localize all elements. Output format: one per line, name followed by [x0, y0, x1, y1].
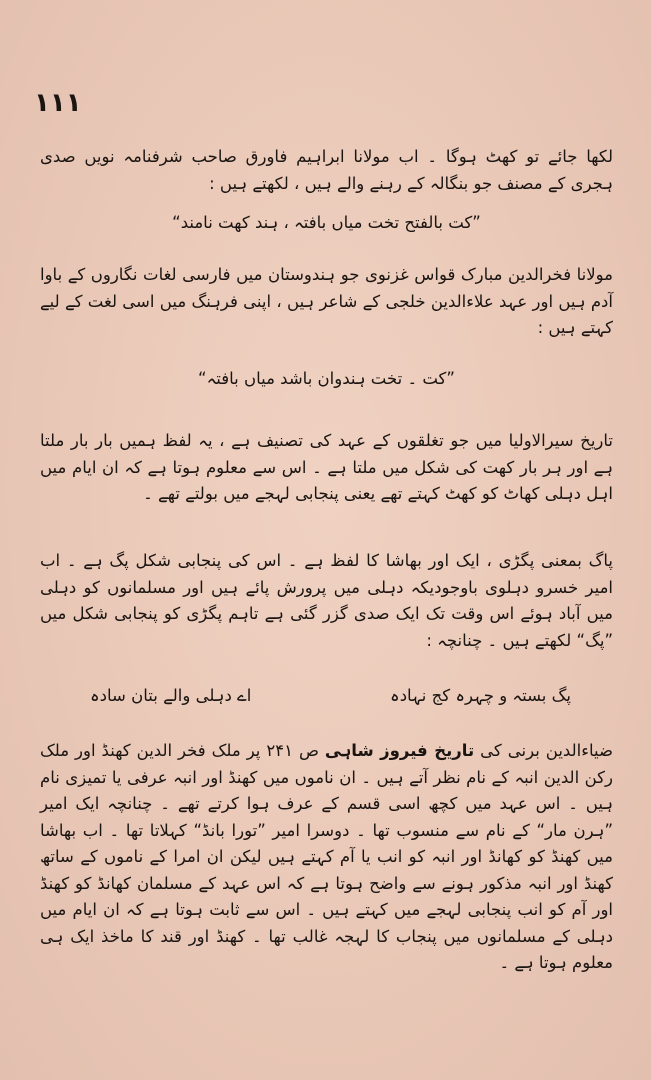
book-title-bold: تاریخ فیروز شاہی — [324, 741, 475, 760]
paragraph-5-rest: ص ۲۴۱ پر ملک فخر الدین کھنڈ اور ملک رکن الدین انبہ کے نام نظر آتے ہیں ۔ ان ناموں میں کھنڈ اور انبہ عرفی یا تمیزی نام ہیں ۔ اس عہد میں کچھ اسی قسم کے عرف ہوا کرتے تھے ۔ چنانچہ ایک امیر ”ہرن مار“ کے نام سے منسوب تھا ۔ دوسرا امیر ”تورا بانڈ“ کہلاتا تھا ۔ اب بھاشا میں کھنڈ کو کھانڈ اور انبہ کو انب یا آم کہتے ہیں لیکن ان امرا کے ناموں کے ساتھ کھنڈ اور انبہ مذکور ہونے سے واضح ہوتا ہے کہ اس عہد کے مسلمان کھانڈ کو کھنڈ اور آم کو انب پنجابی لہجے میں کہتے ہیں ۔ اس سے ثابت ہوتا ہے کہ ان ایام میں دہلی کے مسلمانوں میں پنجاب کا لہجہ غالب تھا ۔ کھنڈ اور قند کا ماخذ ایک ہی معلوم ہوتا ہے ۔ — [40, 741, 613, 972]
verse-right-hemistich: پگ بستہ و چہرہ کج نہادہ — [390, 686, 571, 705]
quote-1: ”کت بالفتح تخت میاں بافتہ ، ہند کھت نامند“ — [172, 213, 481, 232]
paragraph-1 — [40, 144, 613, 197]
paragraph-4 — [40, 548, 613, 654]
paragraph-3 — [40, 428, 613, 508]
paragraph-4-text: پاگ بمعنی پگڑی ، ایک اور بھاشا کا لفظ ہے ۔ اس کی پنجابی شکل پگ ہے ۔ اب امیر خسرو دہلوی باوجودیکہ دہلی میں پرورش پائے ہیں اور مسلمانوں کو دہلی میں آباد ہوئے اس وقت تک ایک صدی گزر گئی ہے تاہم پگڑی کو پنجابی شکل میں ”پگ“ لکھتے ہیں ۔ چنانچہ : — [40, 551, 613, 650]
paragraph-5-text — [40, 738, 613, 977]
verse-left-hemistich: اے دہلی والے بتان سادہ — [90, 686, 252, 705]
quote-2: ”کت ۔ تخت ہندوان باشد میاں بافتہ“ — [198, 369, 455, 388]
paragraph-1-text: لکھا جائے تو کھٹ ہوگا ۔ اب مولانا ابراہیم فاورق صاحب شرفنامہ نویں صدی ہجری کے مصنف جو بنگالہ کے رہنے والے ہیں ، لکھتے ہیں : — [40, 147, 613, 193]
paragraph-5 — [40, 738, 613, 977]
paragraph-3-text: تاریخ سیرالاولیا میں جو تغلقوں کے عہد کی تصنیف ہے ، یہ لفظ ہمیں بار بار ملتا ہے اور ہر بار کھت کی شکل میں ملتا ہے ۔ اس سے معلوم ہوتا ہے کہ ان ایام میں اہل دہلی کھاٹ کو کھٹ کہتے تھے یعنی پنجابی لہجے میں بولتے تھے ۔ — [40, 431, 613, 503]
paragraph-2-text: مولانا فخرالدین مبارک قواس غزنوی جو ہندوستان میں فارسی لغات نگاروں کے باوا آدم ہیں اور عہد علاءالدین خلجی کے شاعر ہیں ، اپنی فرہنگ میں اسی لغت کے لیے کہتے ہیں : — [40, 265, 613, 337]
paragraph-2 — [40, 262, 613, 342]
verse-couplet — [90, 686, 571, 705]
paragraph-5-lead: ضیاءالدین برنی کی — [480, 741, 613, 760]
page-number: ١١١ — [34, 88, 82, 118]
